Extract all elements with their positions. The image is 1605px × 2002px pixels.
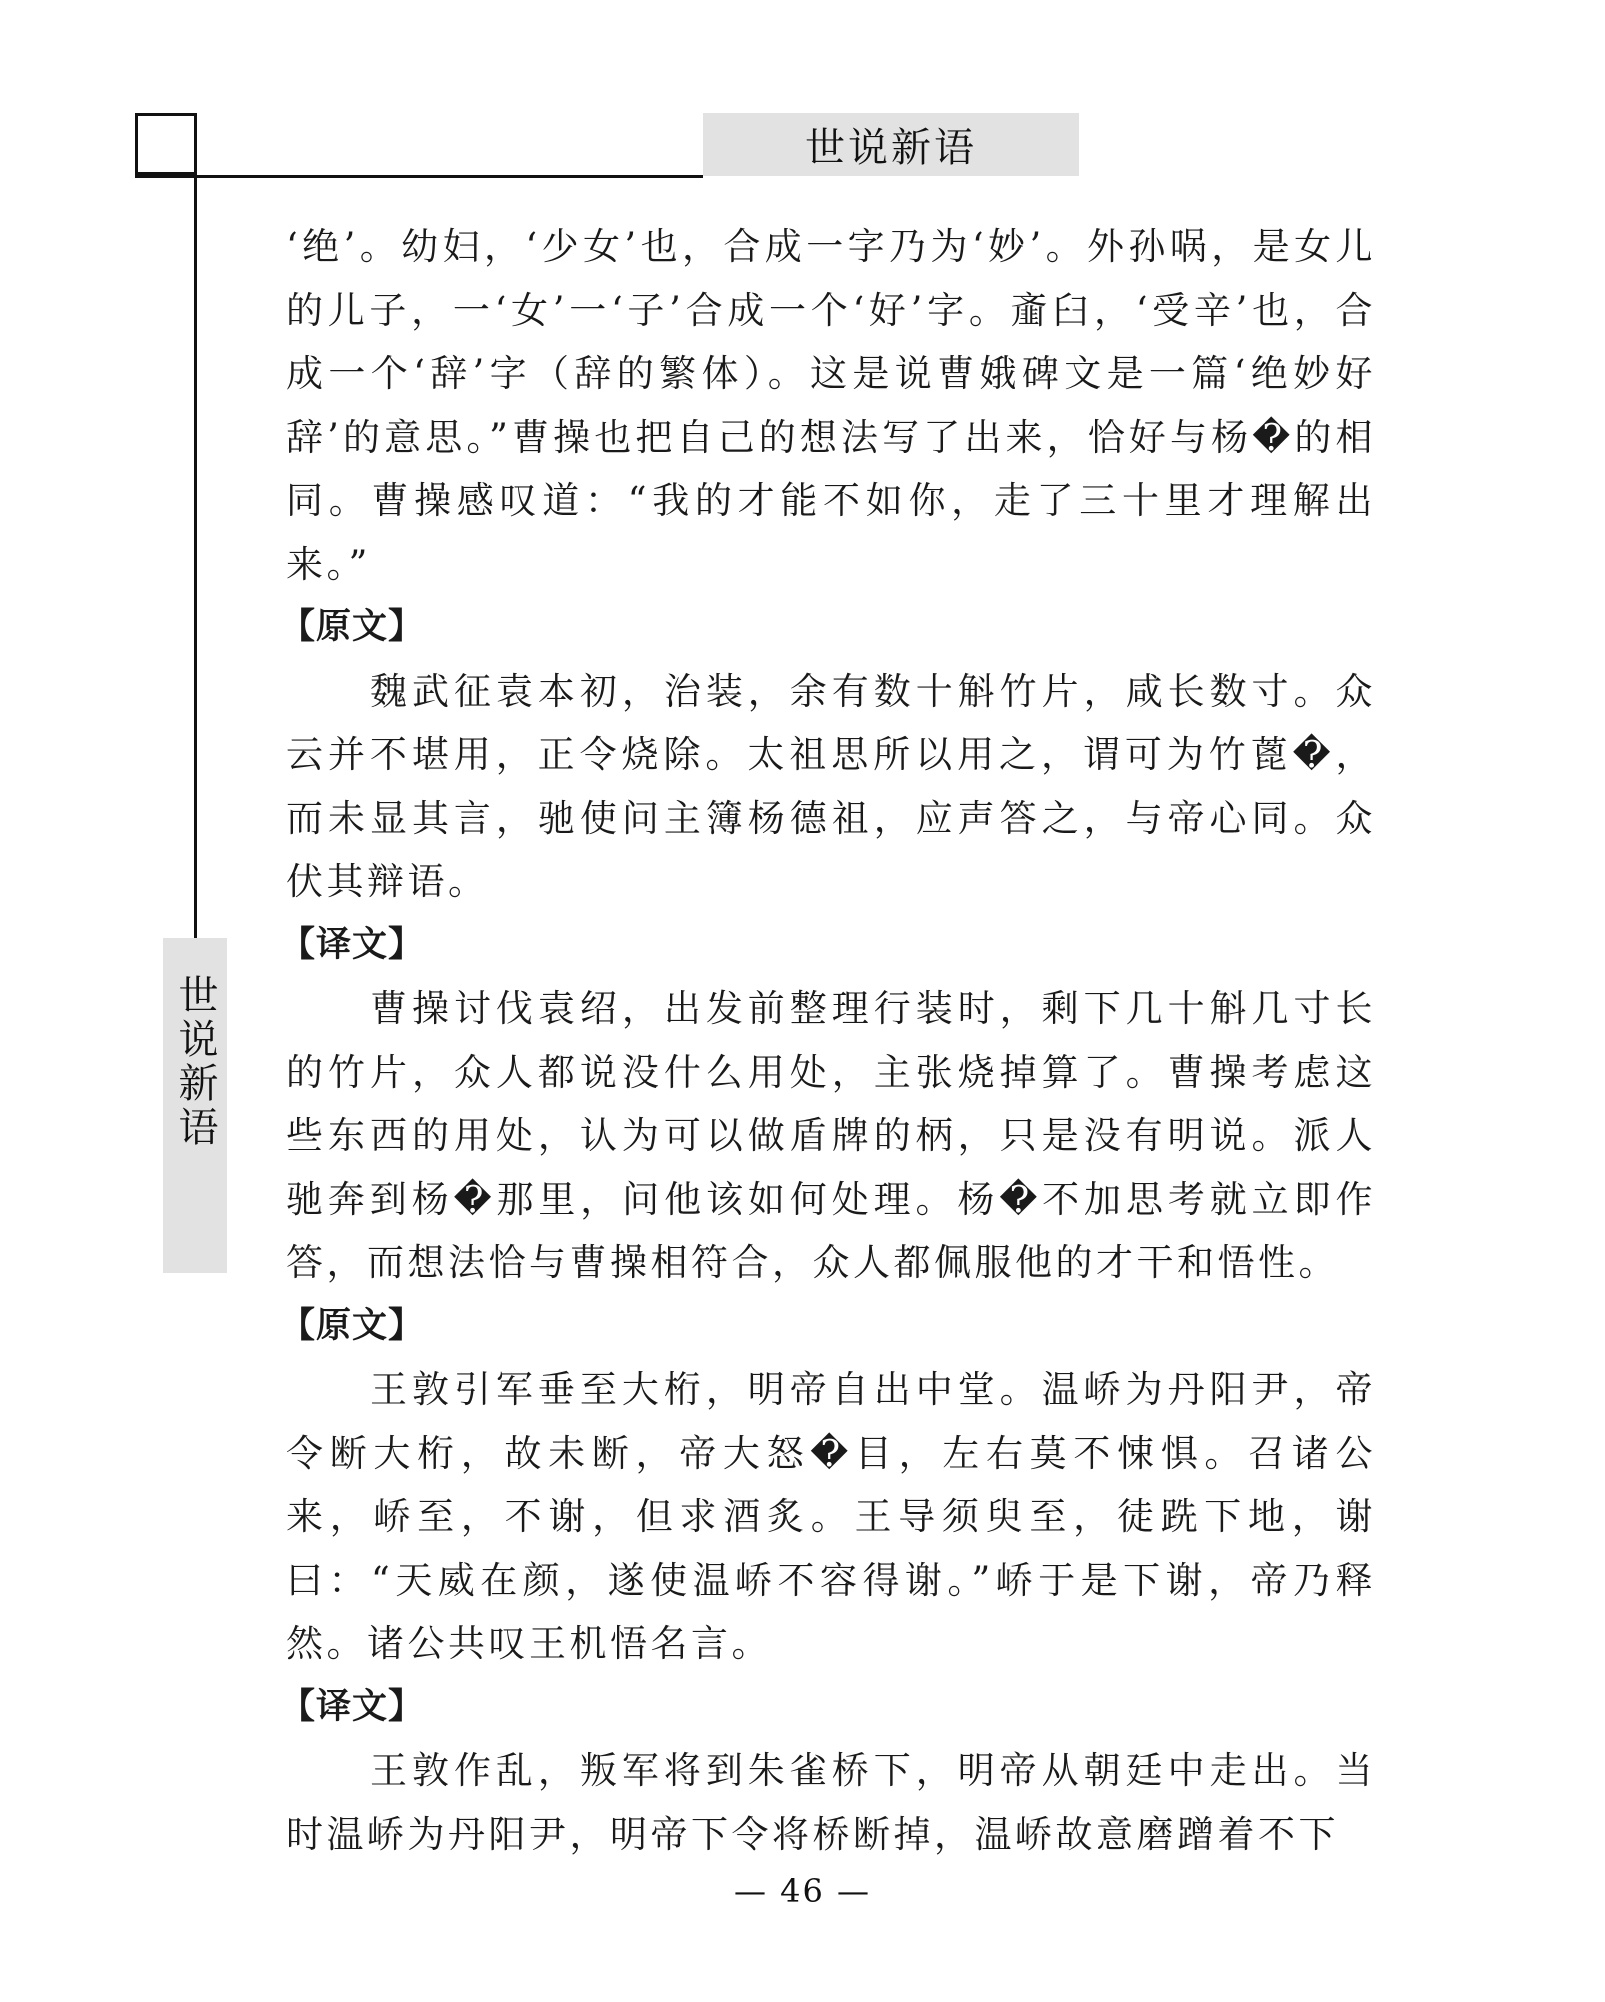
book-title: 世说新语 (805, 125, 977, 171)
paragraph: 曹操讨伐袁绍，出发前整理行装时，剩下几十斛几寸长的竹片，众人都说没什么用处，主张烧掉算了。曹操考虑这些东西的用处，认为可以做盾牌的柄，只是没有明说。派人驰奔到杨�那里，问他该如何处理。杨�不加思考就立即作答，而想法恰与曹操相符合，众人都佩服他的才干和悟性。 (286, 987, 1376, 1284)
margin-rule (194, 113, 197, 941)
body-text (280, 215, 1376, 1866)
side-tab-label: 世说新语 (172, 974, 218, 1150)
section-label-translation: 【译文】 (280, 924, 425, 965)
paragraph: 王敦作乱，叛军将到朱雀桥下，明帝从朝廷中走出。当时温峤为丹阳尹，明帝下令将桥断掉，温峤故意磨蹭着不下 (286, 1749, 1376, 1856)
corner-frame-box (135, 113, 197, 175)
running-header (703, 113, 1079, 176)
section-label-translation: 【译文】 (280, 1686, 425, 1727)
side-tab (163, 938, 227, 1273)
page-number: — 46 — (733, 1872, 872, 1910)
section-label-original: 【原文】 (280, 1305, 425, 1346)
paragraph: ‘绝’。幼妇，‘少女’也，合成一字乃为‘妙’。外孙㖞，是女儿的儿子，一‘女’一‘子’合成一个‘好’字。齑臼，‘受辛’也，合成一个‘辞’字（辞的繁体）。这是说曹娥碑文是一篇‘绝妙好辞’的意思。”曹操也把自己的想法写了出来，恰好与杨�的相同。曹操感叹道：“我的才能不如你，走了三十里才理解出来。” (286, 225, 1376, 586)
paragraph: 魏武征袁本初，治装，余有数十斛竹片，咸长数寸。众云并不堪用，正令烧除。太祖思所以用之，谓可为竹蓖�，而未显其言，驰使问主簿杨德祖，应声答之，与帝心同。众伏其辩语。 (286, 669, 1376, 903)
header-rule (135, 175, 703, 178)
section-label-original: 【原文】 (280, 607, 425, 647)
paragraph: 王敦引军垂至大桁，明帝自出中堂。温峤为丹阳尹，帝令断大桁，故未断，帝大怒�目，左右莫不悚惧。召诸公来，峤至，不谢，但求酒炙。王导须臾至，徒跣下地，谢曰：“天威在颜，遂使温峤不容得谢。”峤于是下谢，帝乃释然。诸公共叹王机悟名言。 (286, 1368, 1376, 1665)
